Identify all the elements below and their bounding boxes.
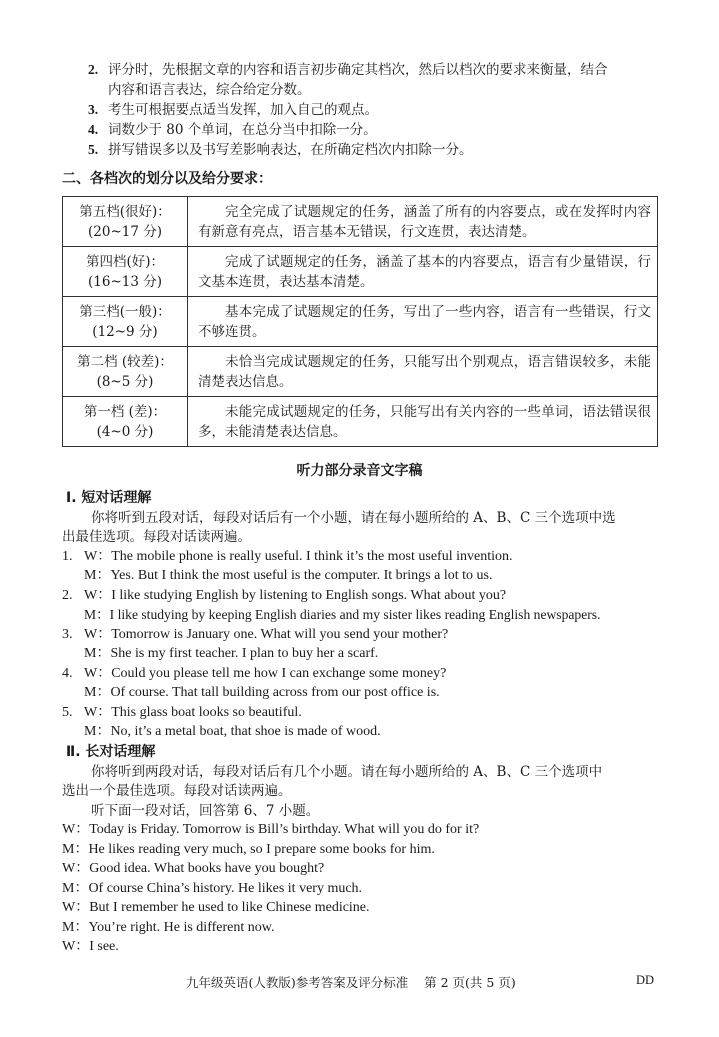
rule-text: 考生可根据要点适当发挥，加入自己的观点。 bbox=[108, 102, 378, 118]
dialog-5-w bbox=[62, 703, 302, 723]
rule-item-2-cont bbox=[108, 80, 311, 100]
rule-number: 3. bbox=[88, 102, 99, 117]
dialog-line: W：Tomorrow is January one. What will you send your mother? bbox=[84, 627, 449, 642]
grade-level: 第二档 (较差)： bbox=[77, 353, 173, 370]
part1-heading: Ⅰ. 短对话理解 bbox=[66, 490, 152, 506]
part1-intro: 你将听到五段对话，每段对话后有一个小题，请在每小题所给的 A、B、C 三个选项中选 bbox=[91, 510, 616, 526]
dialog-2-w bbox=[62, 586, 506, 606]
rule-item-3 bbox=[88, 100, 378, 120]
rule-number: 5. bbox=[88, 142, 99, 157]
grade-level-cell bbox=[63, 347, 188, 397]
dialog-line: W：I like studying English by listening to English songs. What about you? bbox=[84, 588, 507, 603]
dialog-line: W：The mobile phone is really useful. I think it’s the most useful invention. bbox=[84, 549, 513, 564]
grades-table bbox=[62, 196, 658, 447]
dialog-4-w bbox=[62, 664, 446, 684]
part2-instruction: 听下面一段对话，回答第 6、7 小题。 bbox=[91, 803, 320, 819]
grade-description: 未恰当完成试题规定的任务，只能写出个别观点，语言错误较多，未能清楚表达信息。 bbox=[188, 347, 658, 397]
long-dialog-line: M：He likes reading very much, so I prepare some books for him. bbox=[62, 842, 435, 857]
dialog-3-m: M：She is my first teacher. I plan to buy her a scarf. bbox=[84, 646, 379, 661]
section-heading: 二、各档次的划分以及给分要求： bbox=[62, 171, 272, 187]
grade-level-cell bbox=[63, 247, 188, 297]
rule-text: 评分时，先根据文章的内容和语言初步确定其档次，然后以档次的要求来衡量，结合 bbox=[108, 62, 608, 78]
page-footer: 九年级英语(人教版)参考答案及评分标准 第 2 页(共 5 页) bbox=[186, 975, 516, 990]
table-row bbox=[63, 347, 658, 397]
rule-text: 内容和语言表达，综合给定分数。 bbox=[108, 82, 311, 98]
table-row bbox=[63, 297, 658, 347]
dialog-number: 4. bbox=[62, 666, 73, 681]
dialog-2-m: M：I like studying by keeping English diaries and my sister likes reading English newspapers. bbox=[84, 607, 601, 622]
grade-level: 第三档(一般)： bbox=[79, 303, 171, 320]
grade-description: 基本完成了试题规定的任务，写出了一些内容，语言有一些错误，行文不够连贯。 bbox=[188, 297, 658, 347]
part2-intro-cont: 选出一个最佳选项。每段对话读两遍。 bbox=[62, 783, 292, 799]
dialog-1-w bbox=[62, 547, 512, 567]
dialog-number: 1. bbox=[62, 549, 73, 564]
rule-number: 2. bbox=[88, 62, 99, 77]
part1-intro-cont: 出最佳选项。每段对话读两遍。 bbox=[62, 529, 251, 545]
rule-item-2 bbox=[88, 60, 608, 80]
grade-range: (4~0 分) bbox=[96, 423, 154, 440]
grade-level: 第四档(好)： bbox=[85, 253, 165, 270]
long-dialog-line: W：Today is Friday. Tomorrow is Bill’s birthday. What will you do for it? bbox=[62, 822, 480, 837]
grade-range: (12~9 分) bbox=[92, 323, 158, 340]
long-dialog-line: M：Of course China’s history. He likes it very much. bbox=[62, 881, 363, 896]
table-row bbox=[63, 397, 658, 447]
part2-heading: Ⅱ. 长对话理解 bbox=[66, 744, 156, 760]
long-dialog-line: M：You’re right. He is different now. bbox=[62, 920, 275, 935]
rule-item-4 bbox=[88, 120, 377, 140]
dialog-1-m: M：Yes. But I think the most useful is the computer. It brings a lot to us. bbox=[84, 568, 493, 583]
transcript-title: 听力部分录音文字稿 bbox=[296, 463, 423, 479]
dialog-5-m: M：No, it’s a metal boat, that shoe is made of wood. bbox=[84, 724, 381, 739]
grade-range: (16~13 分) bbox=[88, 273, 162, 290]
rule-number: 4. bbox=[88, 122, 99, 137]
grade-level-cell bbox=[63, 197, 188, 247]
dialog-number: 3. bbox=[62, 627, 73, 642]
grade-description: 完全完成了试题规定的任务，涵盖了所有的内容要点，或在发挥时内容有新意有亮点，语言基本无错误，行文连贯，表达清楚。 bbox=[188, 197, 658, 247]
grade-level: 第五档(很好)： bbox=[79, 203, 171, 220]
dialog-3-w bbox=[62, 625, 448, 645]
grade-range: (20~17 分) bbox=[88, 223, 162, 240]
grade-level: 第一档 (差)： bbox=[83, 403, 167, 420]
dialog-number: 5. bbox=[62, 705, 73, 720]
grade-description: 完成了试题规定的任务，涵盖了基本的内容要点，语言有少量错误，行文基本连贯，表达基本清楚。 bbox=[188, 247, 658, 297]
table-row bbox=[63, 197, 658, 247]
part2-intro: 你将听到两段对话，每段对话后有几个小题。请在每小题所给的 A、B、C 三个选项中 bbox=[91, 764, 603, 780]
rule-text: 词数少于 80 个单词，在总分当中扣除一分。 bbox=[108, 122, 377, 138]
rule-text: 拼写错误多以及书写差影响表达，在所确定档次内扣除一分。 bbox=[108, 142, 473, 158]
dialog-number: 2. bbox=[62, 588, 73, 603]
dialog-line: W：This glass boat looks so beautiful. bbox=[84, 705, 302, 720]
long-dialog-line: W：I see. bbox=[62, 939, 119, 954]
grade-description: 未能完成试题规定的任务，只能写出有关内容的一些单词，语法错误很多，未能清楚表达信息。 bbox=[188, 397, 658, 447]
long-dialog-line: W：But I remember he used to like Chinese medicine. bbox=[62, 900, 370, 915]
table-row bbox=[63, 247, 658, 297]
grade-range: (8~5 分) bbox=[96, 373, 154, 390]
grade-level-cell bbox=[63, 397, 188, 447]
dialog-4-m: M：Of course. That tall building across from our post office is. bbox=[84, 685, 440, 700]
long-dialog-line: W：Good idea. What books have you bought? bbox=[62, 861, 325, 876]
rule-item-5 bbox=[88, 140, 473, 160]
dialog-line: W：Could you please tell me how I can exchange some money? bbox=[84, 666, 447, 681]
grade-level-cell bbox=[63, 297, 188, 347]
footer-code: DD bbox=[636, 973, 655, 987]
